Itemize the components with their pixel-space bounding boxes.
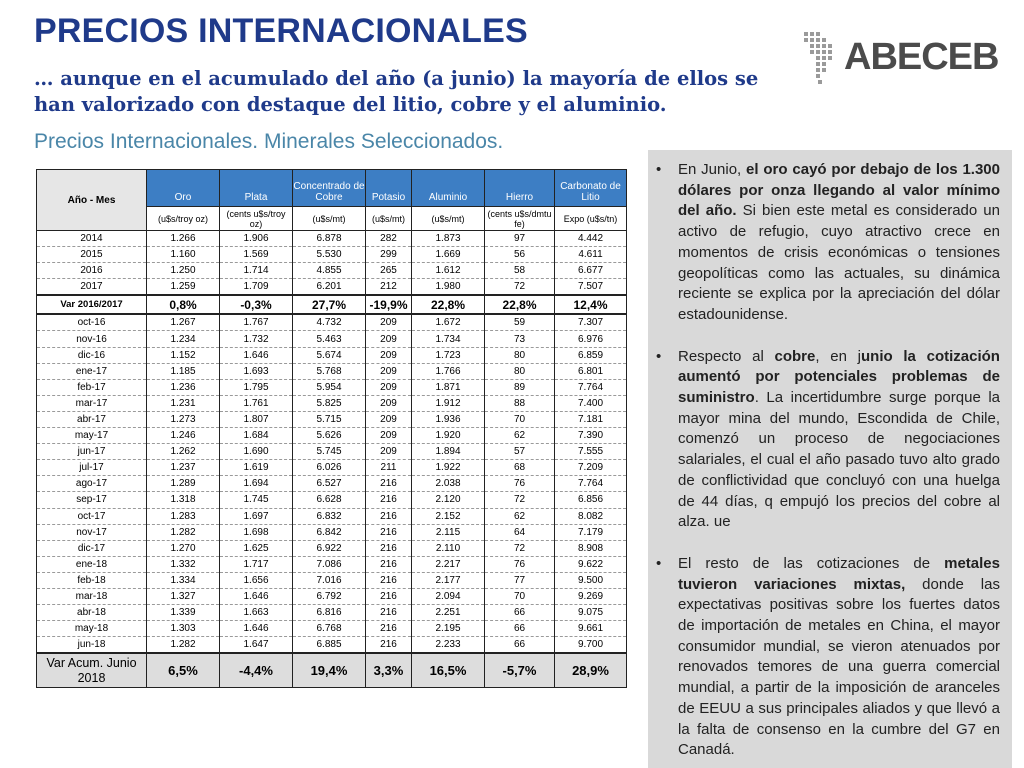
table-cell: 6,5% <box>147 653 220 688</box>
table-cell: 7.179 <box>555 524 627 540</box>
table-cell: 1.234 <box>147 331 220 347</box>
table-cell: 209 <box>366 314 412 331</box>
table-cell: 7.307 <box>555 314 627 331</box>
table-cell: -4,4% <box>220 653 293 688</box>
table-cell: 6.922 <box>293 540 366 556</box>
table-row <box>37 247 627 263</box>
table-cell: 9.700 <box>555 637 627 654</box>
table-cell: 4.442 <box>555 231 627 247</box>
table-cell: 1.259 <box>147 279 220 296</box>
table-cell: 6.628 <box>293 492 366 508</box>
table-cell: 5.768 <box>293 363 366 379</box>
table-cell: 1.246 <box>147 428 220 444</box>
table-cell: 9.500 <box>555 572 627 588</box>
table-row <box>37 460 627 476</box>
table-cell: 6.885 <box>293 637 366 654</box>
row-label: feb-17 <box>37 379 147 395</box>
table-row <box>37 331 627 347</box>
table-cell: 2.217 <box>412 556 485 572</box>
commentary-panel <box>648 150 1012 768</box>
table-cell: 1.267 <box>147 314 220 331</box>
corner-header: Año - Mes <box>37 170 147 231</box>
table-cell: 80 <box>485 347 555 363</box>
table-cell: 1.669 <box>412 247 485 263</box>
table-row <box>37 395 627 411</box>
bullet-gold: • En Junio, el oro cayó por debajo de los 1.300 dólares por onza llegando al valor mínimo del año. Si bien este metal es considerado un activo de refugio, cuyo atractivo crece en momentos de crisis económicas o tensiones geopolíticas como las actuales, su dinámica reciente se explica por la apreciación del dólar estadounidense. <box>678 160 1000 326</box>
table-cell: 28,9% <box>555 653 627 688</box>
table-cell: 59 <box>485 314 555 331</box>
unit-label: (u$s/mt) <box>293 207 366 231</box>
row-label: Var Acum. Junio 2018 <box>37 653 147 688</box>
table-cell: 57 <box>485 444 555 460</box>
table-cell: 66 <box>485 621 555 637</box>
table-cell: 1.871 <box>412 379 485 395</box>
table-cell: 216 <box>366 621 412 637</box>
row-label: Var 2016/2017 <box>37 295 147 314</box>
table-cell: 6.801 <box>555 363 627 379</box>
table-cell: 97 <box>485 231 555 247</box>
table-cell: 212 <box>366 279 412 296</box>
col-header: Aluminio <box>412 170 485 207</box>
row-label: abr-17 <box>37 411 147 427</box>
table-row <box>37 524 627 540</box>
col-header: Carbonato de Litio <box>555 170 627 207</box>
table-cell: 62 <box>485 428 555 444</box>
row-label: 2016 <box>37 263 147 279</box>
table-cell: 1.646 <box>220 588 293 604</box>
table-cell: 4.732 <box>293 314 366 331</box>
table-cell: 216 <box>366 605 412 621</box>
table-row <box>37 314 627 331</box>
row-label: nov-16 <box>37 331 147 347</box>
table-row <box>37 556 627 572</box>
col-header: Plata <box>220 170 293 207</box>
table-cell: 1.697 <box>220 508 293 524</box>
table-cell: 77 <box>485 572 555 588</box>
row-label: jul-17 <box>37 460 147 476</box>
table-cell: 80 <box>485 363 555 379</box>
table-cell: 66 <box>485 637 555 654</box>
table-cell: 5.530 <box>293 247 366 263</box>
table-cell: 76 <box>485 556 555 572</box>
unit-label: (cents u$s/dmtu fe) <box>485 207 555 231</box>
table-cell: 6.878 <box>293 231 366 247</box>
table-cell: 2.110 <box>412 540 485 556</box>
table-cell: 209 <box>366 428 412 444</box>
row-label: oct-16 <box>37 314 147 331</box>
total-row <box>37 653 627 688</box>
table-cell: 216 <box>366 508 412 524</box>
table-cell: 12,4% <box>555 295 627 314</box>
table-row <box>37 428 627 444</box>
table-cell: 1.160 <box>147 247 220 263</box>
unit-label: (u$s/troy oz) <box>147 207 220 231</box>
table-cell: 209 <box>366 331 412 347</box>
table-cell: 209 <box>366 363 412 379</box>
variation-row <box>37 295 627 314</box>
table-row <box>37 508 627 524</box>
table-cell: 7.016 <box>293 572 366 588</box>
table-cell: 216 <box>366 572 412 588</box>
table-cell: 1.698 <box>220 524 293 540</box>
prices-table <box>36 169 626 688</box>
row-label: feb-18 <box>37 572 147 588</box>
table-cell: 5.715 <box>293 411 366 427</box>
row-label: abr-18 <box>37 605 147 621</box>
table-cell: 1.237 <box>147 460 220 476</box>
table-cell: 6.677 <box>555 263 627 279</box>
table-cell: 7.209 <box>555 460 627 476</box>
table-cell: 1.690 <box>220 444 293 460</box>
table-cell: 1.894 <box>412 444 485 460</box>
table-cell: 1.289 <box>147 476 220 492</box>
table-cell: 1.723 <box>412 347 485 363</box>
table-cell: 1.745 <box>220 492 293 508</box>
table-cell: 3,3% <box>366 653 412 688</box>
table-cell: 216 <box>366 476 412 492</box>
abeceb-logo <box>800 30 999 88</box>
table-cell: 1.646 <box>220 621 293 637</box>
table-row <box>37 492 627 508</box>
table-cell: 7.181 <box>555 411 627 427</box>
table-cell: 1.266 <box>147 231 220 247</box>
table-cell: 7.764 <box>555 476 627 492</box>
table-cell: 64 <box>485 524 555 540</box>
table-cell: 88 <box>485 395 555 411</box>
row-label: mar-17 <box>37 395 147 411</box>
row-label: 2015 <box>37 247 147 263</box>
table-cell: 1.625 <box>220 540 293 556</box>
table-cell: 6.842 <box>293 524 366 540</box>
table-cell: 1.270 <box>147 540 220 556</box>
table-cell: -0,3% <box>220 295 293 314</box>
unit-label: (u$s/mt) <box>366 207 412 231</box>
row-label: dic-16 <box>37 347 147 363</box>
table-cell: 1.936 <box>412 411 485 427</box>
table-cell: 9.661 <box>555 621 627 637</box>
table-cell: 1.647 <box>220 637 293 654</box>
table-cell: 0,8% <box>147 295 220 314</box>
logo-text: ABECEB <box>844 36 999 78</box>
table-cell: 1.262 <box>147 444 220 460</box>
table-cell: 2.115 <box>412 524 485 540</box>
bullet-copper: • Respecto al cobre, en junio la cotización aumentó por potenciales problemas de suministro. La incertidumbre surge porque la mayor mina del mundo, Escondida de Chile, comenzó un proceso de negociaciones salariales, el cual el año pasado tuvo alto grado de conflictividad que concluyó con una huelga de 44 días, q empujó los precios del cobre al alza. ue <box>678 347 1000 533</box>
row-label: ago-17 <box>37 476 147 492</box>
table-cell: 1.912 <box>412 395 485 411</box>
row-label: oct-17 <box>37 508 147 524</box>
table-cell: 2.177 <box>412 572 485 588</box>
row-label: 2014 <box>37 231 147 247</box>
table-row <box>37 279 627 296</box>
table-cell: 1.303 <box>147 621 220 637</box>
table-cell: 8.908 <box>555 540 627 556</box>
table-cell: 1.663 <box>220 605 293 621</box>
table-cell: 19,4% <box>293 653 366 688</box>
unit-label: (u$s/mt) <box>412 207 485 231</box>
subtitle: … aunque en el acumulado del año (a junio) la mayoría de ellos se han valorizado con destaque del litio, cobre y el aluminio. <box>34 67 759 116</box>
page-title: PRECIOS INTERNACIONALES <box>34 12 528 50</box>
row-label: jun-17 <box>37 444 147 460</box>
table-cell: 7.555 <box>555 444 627 460</box>
table-cell: 1.873 <box>412 231 485 247</box>
table-row <box>37 621 627 637</box>
table-cell: 5.745 <box>293 444 366 460</box>
table-cell: 216 <box>366 524 412 540</box>
table-cell: 58 <box>485 263 555 279</box>
table-cell: 70 <box>485 588 555 604</box>
table-row <box>37 588 627 604</box>
table-cell: 2.152 <box>412 508 485 524</box>
table-row <box>37 540 627 556</box>
table-cell: 1.152 <box>147 347 220 363</box>
bullet-other-metals: • El resto de las cotizaciones de metales tuvieron variaciones mixtas, donde las expectativas positivas sobre los fuertes datos de importación de metales en China, el mayor consumidor mundial, se vieron atenuados por renovados temores de una guerra comercial mundial, a partir de la imposición de aranceles de EEUU a sus principales aliados y que llevó a la falta de consenso en la cumbre del G7 en Canadá. <box>678 554 1000 761</box>
row-label: jun-18 <box>37 637 147 654</box>
table-cell: 2.251 <box>412 605 485 621</box>
table-cell: 6.976 <box>555 331 627 347</box>
table-cell: 1.318 <box>147 492 220 508</box>
table-cell: 209 <box>366 395 412 411</box>
table-cell: 2.195 <box>412 621 485 637</box>
table-cell: 1.693 <box>220 363 293 379</box>
col-header: Concentrado de Cobre <box>293 170 366 207</box>
table-cell: 209 <box>366 444 412 460</box>
table-cell: 1.920 <box>412 428 485 444</box>
table-cell: 70 <box>485 411 555 427</box>
table-cell: 89 <box>485 379 555 395</box>
table-row <box>37 231 627 247</box>
row-label: dic-17 <box>37 540 147 556</box>
table-cell: 1.332 <box>147 556 220 572</box>
table-cell: 22,8% <box>485 295 555 314</box>
table-row <box>37 637 627 654</box>
table-cell: 216 <box>366 637 412 654</box>
table-cell: 2.094 <box>412 588 485 604</box>
table-cell: 1.672 <box>412 314 485 331</box>
table-row <box>37 605 627 621</box>
table-cell: 1.709 <box>220 279 293 296</box>
table-cell: -19,9% <box>366 295 412 314</box>
table-cell: 2.233 <box>412 637 485 654</box>
table-cell: 216 <box>366 556 412 572</box>
table-cell: -5,7% <box>485 653 555 688</box>
table-cell: 1.734 <box>412 331 485 347</box>
row-label: mar-18 <box>37 588 147 604</box>
table-cell: 209 <box>366 347 412 363</box>
table-cell: 6.856 <box>555 492 627 508</box>
table-cell: 1.569 <box>220 247 293 263</box>
table-cell: 1.646 <box>220 347 293 363</box>
table-cell: 1.795 <box>220 379 293 395</box>
table-cell: 9.075 <box>555 605 627 621</box>
row-label: may-18 <box>37 621 147 637</box>
table-cell: 1.766 <box>412 363 485 379</box>
table-cell: 16,5% <box>412 653 485 688</box>
table-cell: 1.761 <box>220 395 293 411</box>
table-cell: 66 <box>485 605 555 621</box>
table-row <box>37 347 627 363</box>
table-cell: 76 <box>485 476 555 492</box>
table-cell: 2.120 <box>412 492 485 508</box>
col-header: Hierro <box>485 170 555 207</box>
table-cell: 4.855 <box>293 263 366 279</box>
row-label: ene-17 <box>37 363 147 379</box>
table-cell: 1.339 <box>147 605 220 621</box>
table-cell: 216 <box>366 492 412 508</box>
table-cell: 72 <box>485 540 555 556</box>
table-cell: 6.792 <box>293 588 366 604</box>
table-cell: 1.922 <box>412 460 485 476</box>
table-cell: 1.980 <box>412 279 485 296</box>
table-cell: 73 <box>485 331 555 347</box>
table-cell: 299 <box>366 247 412 263</box>
table-cell: 4.611 <box>555 247 627 263</box>
row-label: may-17 <box>37 428 147 444</box>
unit-label: (cents u$s/troy oz) <box>220 207 293 231</box>
table-cell: 6.832 <box>293 508 366 524</box>
table-cell: 265 <box>366 263 412 279</box>
table-cell: 1.906 <box>220 231 293 247</box>
table-cell: 1.283 <box>147 508 220 524</box>
table-cell: 7.764 <box>555 379 627 395</box>
table-cell: 1.236 <box>147 379 220 395</box>
table-cell: 1.767 <box>220 314 293 331</box>
table-row <box>37 363 627 379</box>
table-cell: 6.859 <box>555 347 627 363</box>
table-cell: 1.282 <box>147 637 220 654</box>
table-cell: 1.250 <box>147 263 220 279</box>
table-cell: 5.463 <box>293 331 366 347</box>
table-cell: 5.954 <box>293 379 366 395</box>
row-label: sep-17 <box>37 492 147 508</box>
table-cell: 5.626 <box>293 428 366 444</box>
table-cell: 56 <box>485 247 555 263</box>
table-cell: 211 <box>366 460 412 476</box>
table-cell: 62 <box>485 508 555 524</box>
unit-label: Expo (u$s/tn) <box>555 207 627 231</box>
table-row <box>37 263 627 279</box>
table-cell: 9.622 <box>555 556 627 572</box>
table-cell: 72 <box>485 279 555 296</box>
table-cell: 209 <box>366 411 412 427</box>
section-title: Precios Internacionales. Minerales Seleccionados. <box>34 130 504 153</box>
table-cell: 6.026 <box>293 460 366 476</box>
table-cell: 1.732 <box>220 331 293 347</box>
table-cell: 8.082 <box>555 508 627 524</box>
table-cell: 6.527 <box>293 476 366 492</box>
table-cell: 27,7% <box>293 295 366 314</box>
table-cell: 209 <box>366 379 412 395</box>
table-cell: 1.717 <box>220 556 293 572</box>
table-cell: 9.269 <box>555 588 627 604</box>
table-row <box>37 444 627 460</box>
table-cell: 1.807 <box>220 411 293 427</box>
table-cell: 6.768 <box>293 621 366 637</box>
row-label: 2017 <box>37 279 147 296</box>
table-cell: 1.684 <box>220 428 293 444</box>
table-row <box>37 379 627 395</box>
table-cell: 7.390 <box>555 428 627 444</box>
table-cell: 1.273 <box>147 411 220 427</box>
table-cell: 1.282 <box>147 524 220 540</box>
map-dots-icon <box>800 30 850 88</box>
table-cell: 72 <box>485 492 555 508</box>
table-cell: 6.201 <box>293 279 366 296</box>
table-cell: 216 <box>366 540 412 556</box>
table-row <box>37 476 627 492</box>
table-cell: 1.185 <box>147 363 220 379</box>
row-label: ene-18 <box>37 556 147 572</box>
table-cell: 216 <box>366 588 412 604</box>
table-cell: 6.816 <box>293 605 366 621</box>
table-cell: 5.825 <box>293 395 366 411</box>
row-label: nov-17 <box>37 524 147 540</box>
table-cell: 2.038 <box>412 476 485 492</box>
col-header: Potasio <box>366 170 412 207</box>
table-cell: 7.400 <box>555 395 627 411</box>
table-cell: 1.656 <box>220 572 293 588</box>
table-cell: 1.327 <box>147 588 220 604</box>
table-row <box>37 572 627 588</box>
table-cell: 7.507 <box>555 279 627 296</box>
table-row <box>37 411 627 427</box>
table-cell: 7.086 <box>293 556 366 572</box>
table-cell: 282 <box>366 231 412 247</box>
table-cell: 1.714 <box>220 263 293 279</box>
table-cell: 5.674 <box>293 347 366 363</box>
table-cell: 1.231 <box>147 395 220 411</box>
table-cell: 1.619 <box>220 460 293 476</box>
table-cell: 22,8% <box>412 295 485 314</box>
table-cell: 1.612 <box>412 263 485 279</box>
table-cell: 68 <box>485 460 555 476</box>
table-cell: 1.334 <box>147 572 220 588</box>
col-header: Oro <box>147 170 220 207</box>
table-cell: 1.694 <box>220 476 293 492</box>
